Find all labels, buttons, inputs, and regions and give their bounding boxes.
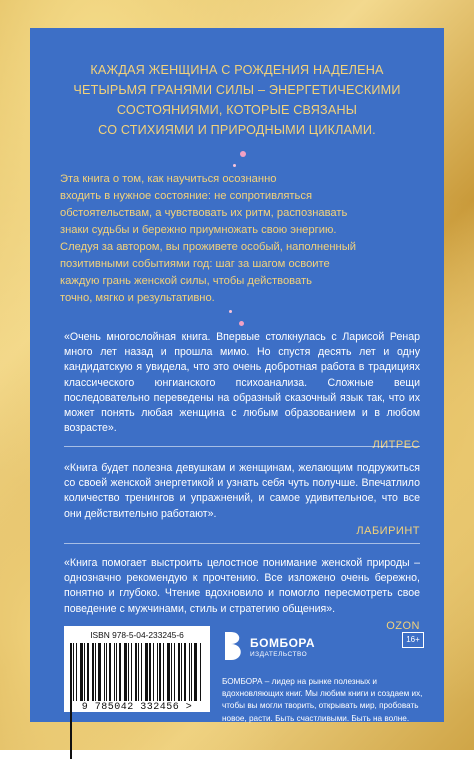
barcode (64, 626, 210, 712)
barcode-bar (174, 643, 175, 701)
decor-dot (240, 151, 246, 157)
barcode-bar (194, 643, 197, 701)
description-line: обстоятельствам, а чувствовать их ритм, распознавать (60, 207, 348, 219)
publisher-sub: ИЗДАТЕЛЬСТВО (250, 651, 308, 658)
barcode-bar (76, 643, 77, 701)
decor-dot (233, 164, 236, 167)
review-labirint (64, 461, 420, 537)
barcode-bar (191, 643, 192, 701)
review-source: OZON (386, 619, 420, 632)
barcode-bar (116, 643, 117, 701)
barcode-bar (141, 643, 142, 701)
barcode-bar (106, 643, 107, 701)
review-text: «Книга будет полезна девушкам и женщинам, желающим подружиться со своей женской энергетикой и узнать себя чуть получше. Впечатлило количество тренингов и упражнений, и самое удивительное, что все они действительно работают». (64, 462, 420, 520)
barcode-bar (114, 643, 115, 701)
barcode-bar (163, 643, 164, 701)
barcode-bar (178, 643, 180, 701)
barcode-bar (138, 643, 139, 701)
description-line: знаки судьбы и бережно приумножать свою энергию. (60, 224, 337, 236)
barcode-bar (80, 643, 83, 701)
lead-line: ЧЕТЫРЬМЯ ГРАНЯМИ СИЛЫ – ЭНЕРГЕТИЧЕСКИМИ (73, 83, 401, 97)
bombora-logo-icon (222, 630, 246, 662)
divider (64, 543, 420, 544)
barcode-bar (70, 643, 72, 701)
description-line: Эта книга о том, как научиться осознанно (60, 173, 277, 185)
description (60, 171, 420, 307)
barcode-bar (131, 643, 132, 701)
decor-dot (229, 310, 232, 313)
barcode-bar (92, 643, 94, 701)
barcode-bar (159, 643, 161, 701)
barcode-bar (149, 643, 151, 701)
barcode-bar (84, 643, 85, 701)
lead-text (30, 60, 444, 140)
review-ozon (64, 556, 420, 632)
description-line: Следуя за автором, вы проживете особый, наполненный (60, 241, 356, 253)
publisher-about: БОМБОРА – лидер на рынке полезных и вдохновляющих книг. Мы любим книги и создаем их, чтобы вы могли творить, открывать мир, пробовать новое, расти. Быть счастливыми. Быть на волне. (222, 677, 423, 723)
review-text: «Книга помогает выстроить целостное понимание женской природы – однозначно рекомендую к прочтению. Все изложено очень бережно, понятно и глубоко. Чтение вдохновило и помогло пересмотреть свое поведение с мужчинами, стиль и стратегию общения». (64, 557, 420, 615)
barcode-bar (189, 643, 190, 701)
description-line: позитивными событиями год: шаг за шагом освоите (60, 258, 330, 270)
isbn-label: ISBN 978-5-04-233245-6 (90, 630, 184, 640)
barcode-bar (128, 643, 129, 701)
publisher-logo (222, 630, 316, 670)
barcode-bar (98, 643, 101, 701)
publisher-name: БОМБОРА (250, 636, 316, 650)
decor-dot (239, 321, 244, 326)
age-rating: 16+ (402, 632, 424, 648)
blue-panel (30, 28, 444, 722)
barcode-bar (104, 643, 105, 701)
barcode-bar (73, 643, 74, 701)
barcode-bar (200, 643, 201, 701)
review-text: «Очень многослойная книга. Впервые столкнулась с Ларисой Ренар много лет назад и прошла мимо. Но спустя десять лет и одну кандидатскую я увидела, что это очень добротная работа в традициях классического юнгианского психоанализа. Сложные вещи последовательно переведены на образный сказочный язык так, что их может понять любая женщина с любым образованием и в любом возрасте». (64, 331, 420, 435)
description-line: точно, мягко и результативно. (60, 292, 215, 304)
barcode-bar (109, 643, 111, 701)
barcode-bar (153, 643, 154, 701)
description-line: входить в нужное состояние: не сопротивляться (60, 190, 313, 202)
review-litres (64, 330, 420, 436)
barcode-bar (87, 643, 89, 701)
barcode-bar (119, 643, 121, 701)
barcode-bar (145, 643, 148, 701)
barcode-bar (135, 643, 137, 701)
barcode-bars (70, 643, 204, 701)
lead-line: СО СТИХИЯМИ И ПРИРОДНЫМИ ЦИКЛАМИ. (98, 123, 376, 137)
divider (64, 446, 420, 447)
description-line: каждую грань женской силы, чтобы действовать (60, 275, 312, 287)
review-source: ЛАБИРИНТ (356, 524, 420, 537)
barcode-bar (95, 643, 96, 701)
barcode-bar (167, 643, 170, 701)
barcode-bar (184, 643, 186, 701)
barcode-bar (124, 643, 127, 701)
barcode-bar (70, 701, 72, 759)
barcode-digits: 9 785042 332456 > (81, 702, 193, 713)
barcode-bar (157, 643, 158, 701)
barcode-bar (171, 643, 172, 701)
lead-line: КАЖДАЯ ЖЕНЩИНА С РОЖДЕНИЯ НАДЕЛЕНА (90, 63, 384, 77)
lead-line: СОСТОЯНИЯМИ, КОТОРЫЕ СВЯЗАНЫ (116, 103, 358, 117)
barcode-bar (181, 643, 182, 701)
